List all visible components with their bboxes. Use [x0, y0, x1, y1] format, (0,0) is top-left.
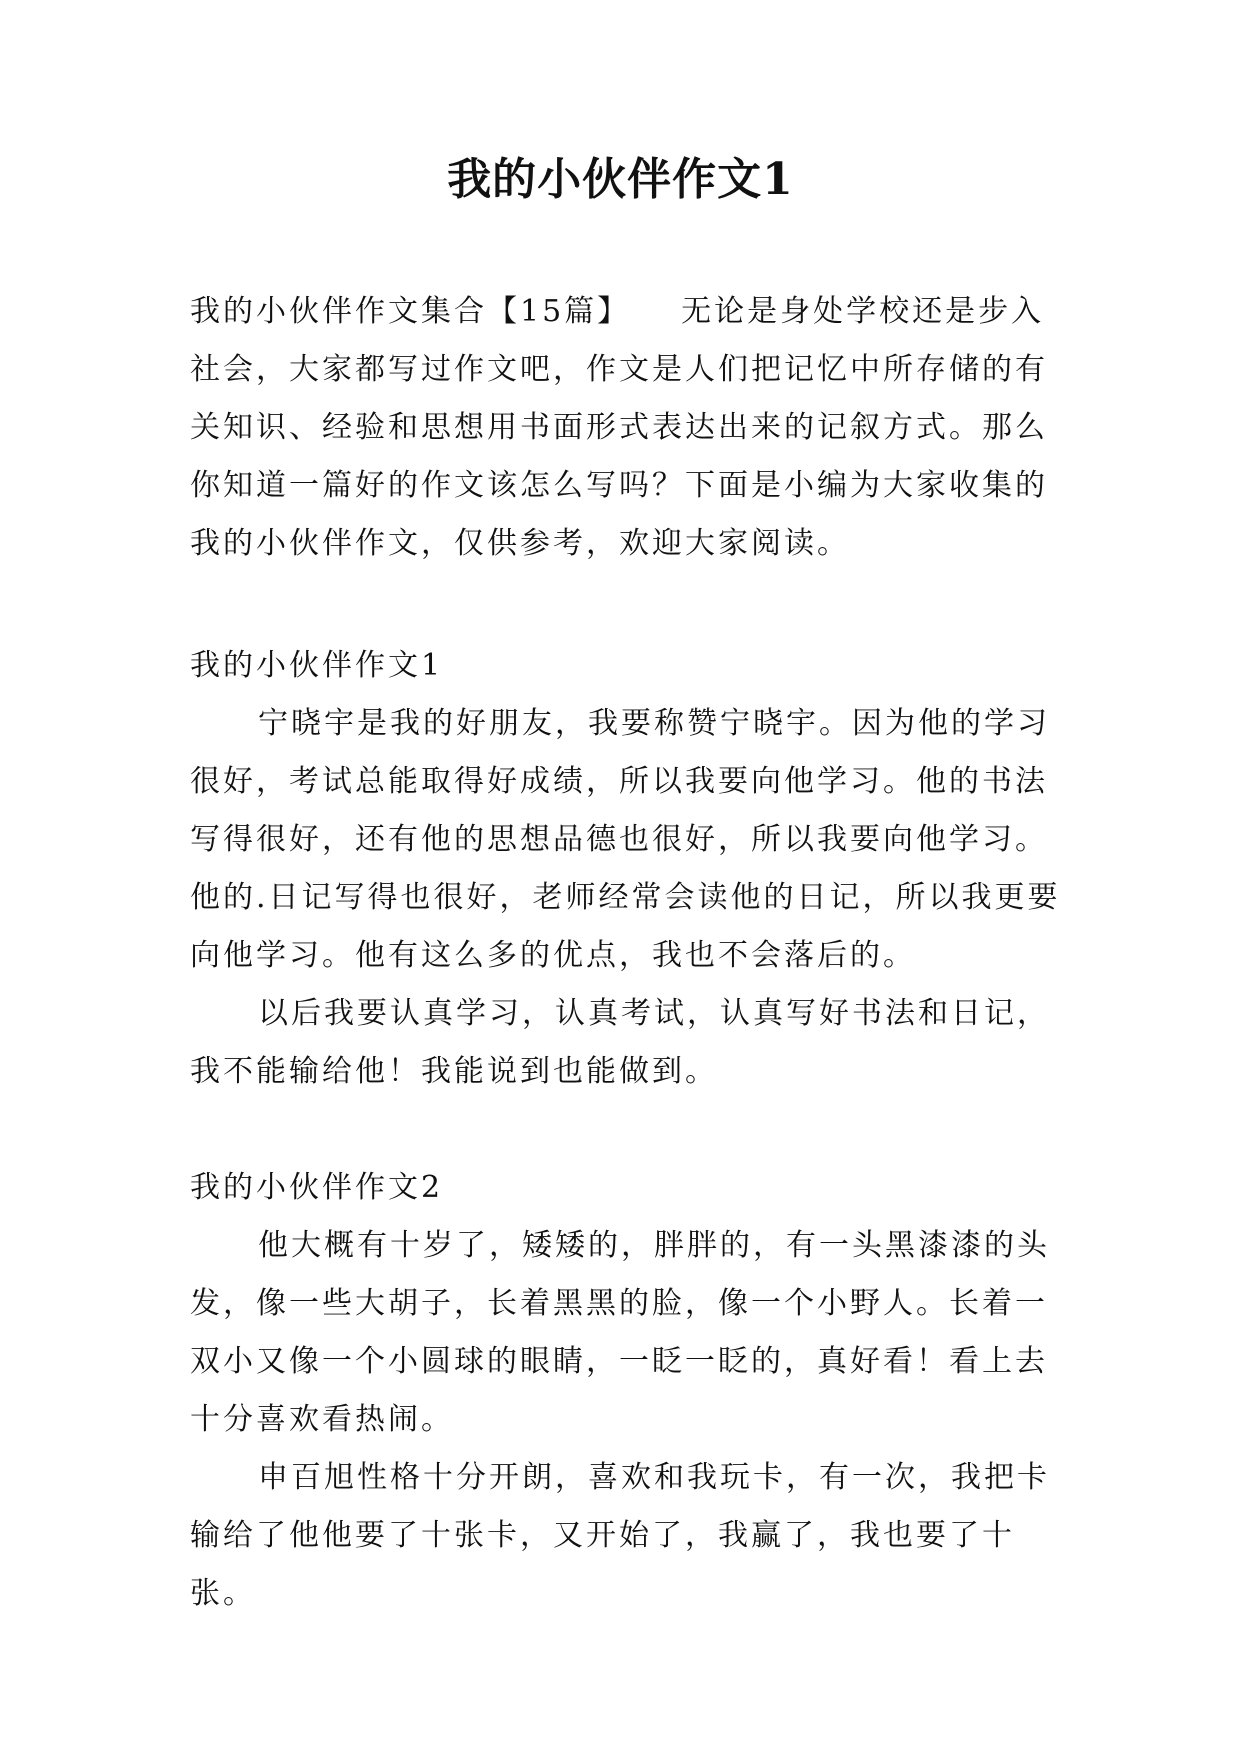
intro-text: 我的小伙伴作文集合【15篇】 无论是身处学校还是步入社会，大家都写过作文吧，作文是人们把记忆中所存储的有关知识、经验和思想用书面形式表达出来的记叙方式。那么你知道一篇好的作文该怎么写吗？下面是小编为大家收集的我的小伙伴作文，仅供参考，欢迎大家阅读。: [190, 294, 1048, 561]
section-paragraph: 申百旭性格十分开朗，喜欢和我玩卡，有一次，我把卡输给了他他要了十张卡，又开始了，我赢了，我也要了十张。: [190, 1460, 1050, 1611]
section-paragraph: 宁晓宇是我的好朋友，我要称赞宁晓宇。因为他的学习很好，考试总能取得好成绩，所以我要向他学习。他的书法写得很好，还有他的思想品德也很好，所以我要向他学习。他的.日记写得也很好，老师经常会读他的日记，所以我更要向他学习。他有这么多的优点，我也不会落后的。: [190, 706, 1061, 973]
section-heading: 我的小伙伴作文1: [190, 648, 444, 683]
section-paragraph: 以后我要认真学习，认真考试，认真写好书法和日记，我不能输给他！我能说到也能做到。: [190, 996, 1050, 1089]
section-2: [190, 1159, 1065, 1623]
document-title: 我的小伙伴作文1: [447, 154, 794, 205]
intro-paragraph: [190, 283, 1065, 573]
section-heading: 我的小伙伴作文2: [190, 1170, 444, 1205]
section-paragraph: 他大概有十岁了，矮矮的，胖胖的，有一头黑漆漆的头发，像一些大胡子，长着黑黑的脸，像一个小野人。长着一双小又像一个小圆球的眼睛，一眨一眨的，真好看！看上去十分喜欢看热闹。: [190, 1228, 1050, 1437]
section-1: [190, 637, 1065, 1101]
